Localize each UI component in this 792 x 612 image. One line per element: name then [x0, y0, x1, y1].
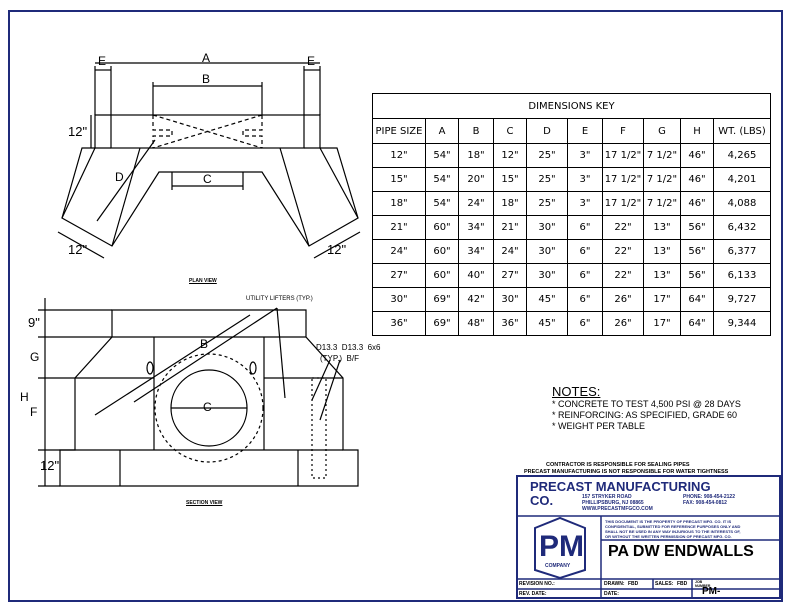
table-cell: 15": [373, 168, 426, 192]
logo-text: PM: [539, 530, 584, 563]
section-view-label: SECTION VIEW: [186, 500, 223, 506]
table-cell: 18": [373, 192, 426, 216]
table-cell: 30": [527, 216, 568, 240]
table-cell: 46": [681, 144, 714, 168]
section-dim-9: 9": [28, 315, 40, 330]
rebar-note-line2: (TYP.) B/F: [320, 354, 359, 363]
section-dim-f: F: [30, 405, 38, 419]
table-cell: 21": [494, 216, 527, 240]
plan-dim-a: A: [202, 51, 211, 65]
table-cell: 12": [373, 144, 426, 168]
table-cell: 12": [494, 144, 527, 168]
table-cell: 25": [527, 168, 568, 192]
table-title: DIMENSIONS KEY: [373, 94, 771, 119]
plan-dim-c: C: [203, 172, 212, 186]
table-cell: 30": [373, 288, 426, 312]
table-cell: 46": [681, 192, 714, 216]
job-label-1: JOB: [695, 580, 703, 584]
table-cell: 27": [373, 264, 426, 288]
header-a: A: [426, 119, 459, 144]
table-cell: 69": [426, 288, 459, 312]
table-cell: 26": [603, 312, 644, 336]
table-cell: 4,201: [714, 168, 771, 192]
company-fax: FAX: 908-454-0812: [683, 500, 727, 506]
table-cell: 9,344: [714, 312, 771, 336]
address-line1: 157 STRYKER ROAD: [582, 494, 632, 500]
table-cell: 6,133: [714, 264, 771, 288]
table-cell: 13": [644, 240, 681, 264]
logo-subtext: COMPANY: [545, 563, 571, 569]
header-e: E: [568, 119, 603, 144]
table-cell: 56": [681, 216, 714, 240]
table-cell: 3": [568, 192, 603, 216]
company-name: PRECAST MANUFACTURING: [530, 479, 711, 494]
section-dim-b: B: [200, 337, 209, 351]
note-item: * WEIGHT PER TABLE: [552, 421, 646, 431]
table-cell: 42": [459, 288, 494, 312]
plan-view-label: PLAN VIEW: [189, 278, 217, 284]
header-c: C: [494, 119, 527, 144]
table-cell: 6,432: [714, 216, 771, 240]
plan-dim-12-top: 12": [68, 124, 88, 139]
header-f: F: [603, 119, 644, 144]
plan-dim-12-right: 12": [327, 242, 347, 257]
drawn-value: FBD: [628, 581, 639, 587]
utility-lifters-note: UTILITY LIFTERS (TYP.): [246, 296, 313, 302]
rev-date-label: REV. DATE:: [519, 591, 547, 597]
table-cell: 6": [568, 312, 603, 336]
sales-value: FBD: [677, 581, 688, 587]
header-d: D: [527, 119, 568, 144]
table-cell: 25": [527, 192, 568, 216]
disclaimer-line1: CONTRACTOR IS RESPONSIBLE FOR SEALING PIPES: [546, 462, 690, 468]
table-cell: 17 1/2": [603, 144, 644, 168]
table-cell: 6,377: [714, 240, 771, 264]
table-cell: 17": [644, 312, 681, 336]
header-b: B: [459, 119, 494, 144]
table-cell: 13": [644, 216, 681, 240]
drawing-title: PA DW ENDWALLS: [608, 543, 754, 560]
date-label: DATE:: [604, 591, 619, 597]
table-cell: 3": [568, 168, 603, 192]
table-cell: 64": [681, 312, 714, 336]
table-cell: 18": [459, 144, 494, 168]
table-cell: 22": [603, 240, 644, 264]
confidential-line1: THIS DOCUMENT IS THE PROPERTY OF PRECAST MFG. CO. IT IS: [605, 519, 732, 524]
plan-dim-12-left: 12": [68, 242, 88, 257]
plan-dim-d: D: [115, 170, 124, 184]
disclaimer-line2: PRECAST MANUFACTURING IS NOT RESPONSIBLE FOR WATER TIGHTNESS: [524, 469, 729, 475]
table-cell: 3": [568, 144, 603, 168]
table-cell: 60": [426, 264, 459, 288]
table-cell: 18": [494, 192, 527, 216]
sales-label: SALES:: [655, 581, 674, 587]
header-h: H: [681, 119, 714, 144]
plan-dim-e-right: E: [307, 54, 316, 68]
table-cell: 45": [527, 312, 568, 336]
company-website: WWW.PRECASTMFGCO.COM: [582, 506, 653, 512]
job-number: PM-: [702, 586, 721, 597]
table-cell: 6": [568, 216, 603, 240]
address-line2: PHILLIPSBURG, NJ 08865: [582, 500, 644, 506]
header-g: G: [644, 119, 681, 144]
section-dim-g: G: [30, 350, 40, 364]
drawn-label: DRAWN:: [604, 581, 625, 587]
table-cell: 56": [681, 240, 714, 264]
table-cell: 24": [459, 192, 494, 216]
table-cell: 21": [373, 216, 426, 240]
table-cell: 4,088: [714, 192, 771, 216]
confidential-line4: OR WITHOUT THE WRITTEN PERMISSION OF PRECAST MFG. CO.: [605, 534, 732, 539]
table-cell: 22": [603, 264, 644, 288]
table-cell: 24": [373, 240, 426, 264]
header-pipe-size: PIPE SIZE: [373, 119, 426, 144]
table-cell: 17": [644, 288, 681, 312]
table-cell: 45": [527, 288, 568, 312]
note-item: * CONCRETE TO TEST 4,500 PSI @ 28 DAYS: [552, 399, 741, 409]
table-cell: 56": [681, 264, 714, 288]
company-name-co: CO.: [530, 493, 554, 508]
table-cell: 4,265: [714, 144, 771, 168]
header-wt: WT. (LBS): [714, 119, 771, 144]
table-cell: 9,727: [714, 288, 771, 312]
table-cell: 30": [494, 288, 527, 312]
table-cell: 20": [459, 168, 494, 192]
job-label-2: NUMBER: [695, 584, 711, 588]
table-cell: 36": [373, 312, 426, 336]
notes-title: NOTES:: [552, 384, 601, 399]
table-cell: 46": [681, 168, 714, 192]
table-cell: 17 1/2": [603, 168, 644, 192]
table-cell: 13": [644, 264, 681, 288]
table-cell: 6": [568, 264, 603, 288]
table-cell: 60": [426, 240, 459, 264]
table-cell: 69": [426, 312, 459, 336]
table-cell: 7 1/2": [644, 144, 681, 168]
table-cell: 30": [527, 264, 568, 288]
section-dim-h: H: [20, 390, 29, 404]
table-cell: 6": [568, 288, 603, 312]
plan-dim-e-left: E: [98, 54, 107, 68]
table-cell: 22": [603, 216, 644, 240]
section-dim-c: C: [203, 400, 212, 414]
section-dim-12: 12": [40, 458, 60, 473]
table-cell: 60": [426, 216, 459, 240]
table-cell: 7 1/2": [644, 168, 681, 192]
table-cell: 17 1/2": [603, 192, 644, 216]
table-cell: 54": [426, 144, 459, 168]
table-cell: 25": [527, 144, 568, 168]
table-cell: 40": [459, 264, 494, 288]
table-cell: 34": [459, 240, 494, 264]
table-cell: 48": [459, 312, 494, 336]
rebar-note-line1: D13.3 D13.3 6x6: [316, 343, 381, 352]
confidential-line2: CONFIDENTIAL, SUBMITTED FOR REFERENCE PURPOSES ONLY AND: [605, 524, 741, 529]
table-cell: 54": [426, 168, 459, 192]
plan-dim-b: B: [202, 72, 211, 86]
table-cell: 24": [494, 240, 527, 264]
confidential-line3: SHALL NOT BE USED IN ANY WAY INJURIOUS TO THE INTERESTS OF,: [605, 529, 741, 534]
table-cell: 36": [494, 312, 527, 336]
table-cell: 30": [527, 240, 568, 264]
table-cell: 15": [494, 168, 527, 192]
note-item: * REINFORCING: AS SPECIFIED, GRADE 60: [552, 410, 738, 420]
table-cell: 7 1/2": [644, 192, 681, 216]
table-cell: 6": [568, 240, 603, 264]
table-cell: 26": [603, 288, 644, 312]
table-cell: 34": [459, 216, 494, 240]
table-cell: 27": [494, 264, 527, 288]
table-cell: 64": [681, 288, 714, 312]
company-phone: PHONE: 908-454-2122: [683, 494, 735, 500]
table-cell: 54": [426, 192, 459, 216]
revision-label: REVISION NO.:: [519, 581, 555, 587]
